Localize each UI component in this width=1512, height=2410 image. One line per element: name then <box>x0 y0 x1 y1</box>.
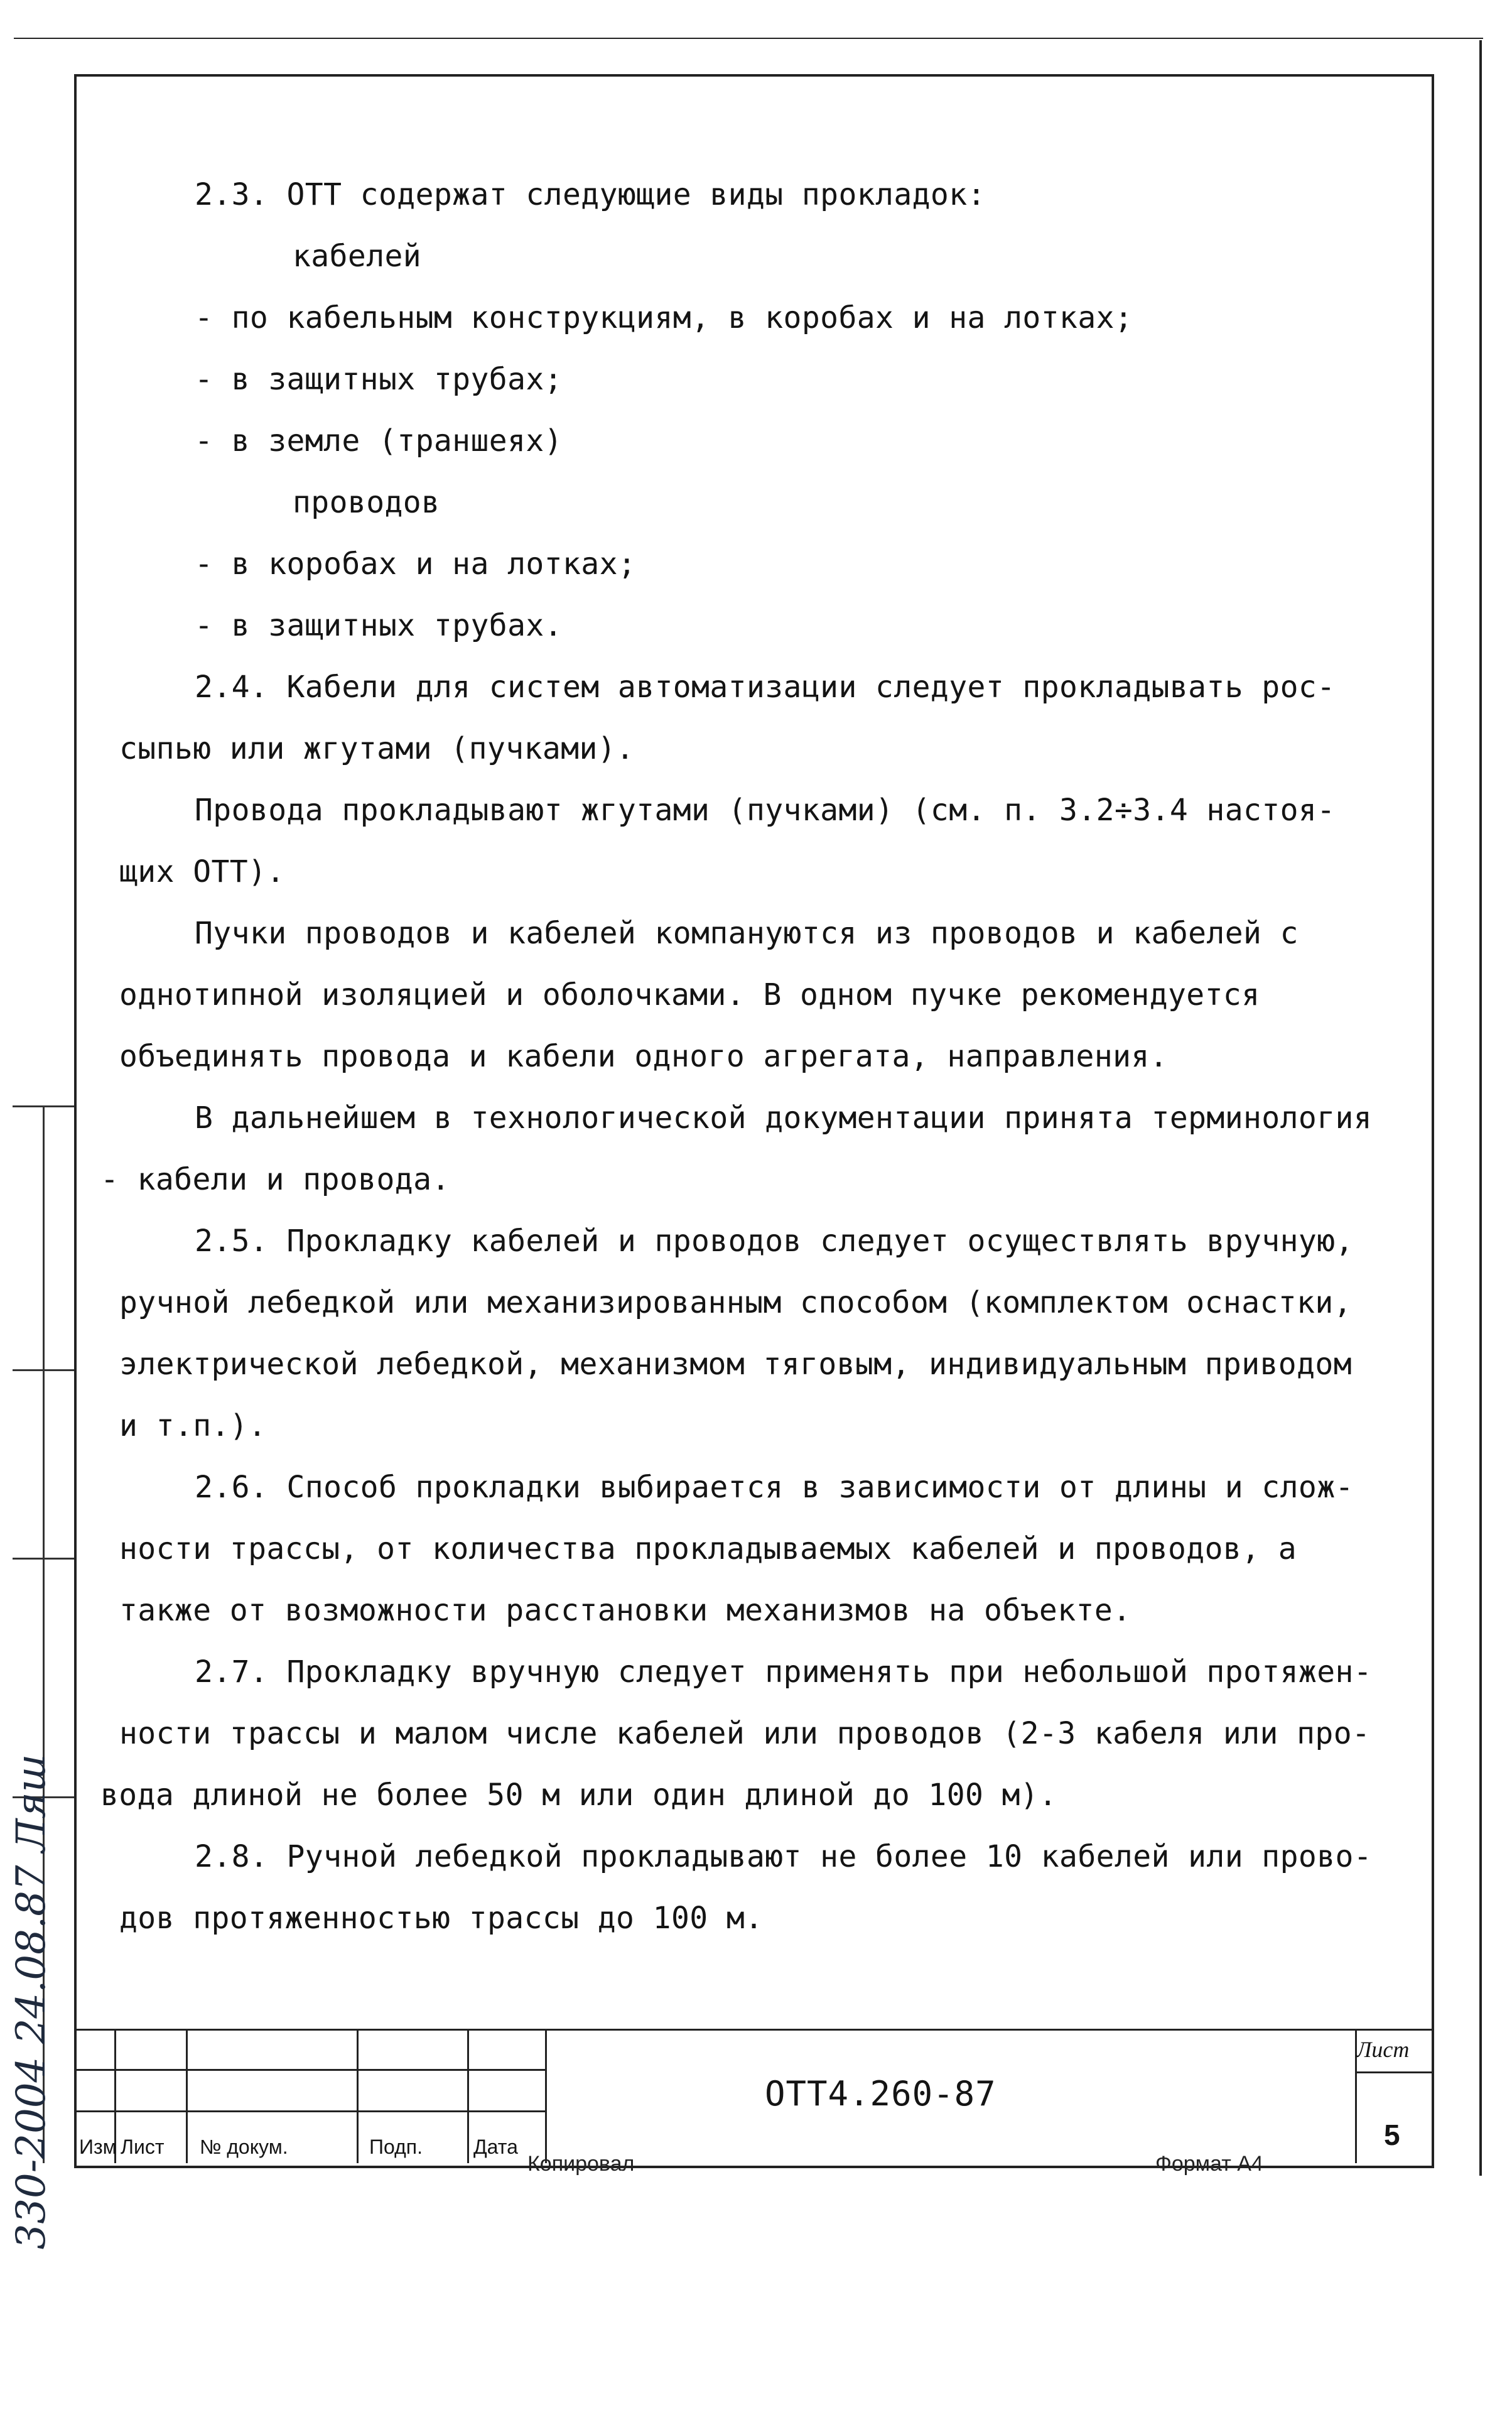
text-line: 2.3. ОТТ содержат следующие виды прокладок: <box>195 177 986 212</box>
text-line: - в защитных трубах; <box>195 362 563 397</box>
title-block-rule <box>1355 2071 1432 2073</box>
text-line: проводов <box>293 485 440 520</box>
title-block-divider <box>186 2029 188 2163</box>
title-block-divider <box>545 2029 547 2163</box>
text-line: 2.6. Способ прокладки выбирается в зависимости от длины и слож- <box>195 1470 1354 1505</box>
text-line: дов протяженностью трассы до 100 м. <box>119 1901 764 1936</box>
text-line: также от возможности расстановки механизмов на объекте. <box>119 1593 1131 1628</box>
column-label: Дата <box>473 2136 518 2158</box>
text-line: 2.5. Прокладку кабелей и проводов следует осуществлять вручную, <box>195 1224 1354 1259</box>
text-line: щих ОТТ). <box>119 854 285 889</box>
copied-note: Копировал <box>527 2152 635 2176</box>
text-line: ности трассы и малом числе кабелей или проводов (2-3 кабеля или про- <box>119 1716 1371 1751</box>
title-block-rule <box>74 2110 545 2112</box>
side-signature: 330-2004 24.08.87 Ляш <box>8 1754 55 2250</box>
text-line: электрической лебедкой, механизмом тяговым, индивидуальным приводом <box>119 1347 1352 1382</box>
text-line: вода длиной не более 50 м или один длиной до 100 м). <box>100 1778 1057 1813</box>
title-block-divider <box>357 2029 359 2163</box>
text-line: 2.7. Прокладку вручную следует применять при небольшой протяжен- <box>195 1654 1373 1690</box>
title-block-divider <box>467 2029 469 2163</box>
text-line: ручной лебедкой или механизированным способом (комплектом оснастки, <box>119 1285 1352 1320</box>
outer-right-rule <box>1479 40 1482 2176</box>
sheet-number: 5 <box>1384 2119 1400 2151</box>
title-block-rule <box>74 2029 1432 2031</box>
column-label: Лист <box>121 2136 165 2158</box>
outer-top-rule <box>14 38 1483 39</box>
text-line: - в коробах и на лотках; <box>195 546 637 582</box>
text-line: 2.4. Кабели для систем автоматизации следует прокладывать рос- <box>195 670 1336 705</box>
text-line: Провода прокладывают жгутами (пучками) (см. п. 3.2÷3.4 настоя- <box>195 793 1336 828</box>
text-line: ности трассы, от количества прокладываемых кабелей и проводов, а <box>119 1531 1297 1566</box>
title-block <box>74 2029 1432 2163</box>
column-label: Изм <box>79 2136 117 2158</box>
document-code: ОТТ4.260-87 <box>765 2074 996 2114</box>
text-line: - в защитных трубах. <box>195 608 563 643</box>
format-note: Формат А4 <box>1155 2152 1263 2176</box>
text-line: объединять провода и кабели одного агрегата, направления. <box>119 1039 1169 1074</box>
sheet-label: Лист <box>1356 2037 1410 2062</box>
column-label: Подп. <box>369 2136 423 2158</box>
column-label: № докум. <box>200 2136 288 2158</box>
text-line: - кабели и провода. <box>100 1162 450 1197</box>
text-line: сыпью или жгутами (пучками). <box>119 731 635 766</box>
text-line: кабелей <box>293 239 422 274</box>
text-line: В дальнейшем в технологической документации принята терминология <box>195 1100 1373 1136</box>
text-line: - в земле (траншеях) <box>195 423 563 459</box>
title-block-rule <box>74 2069 545 2071</box>
text-line: и т.п.). <box>119 1408 267 1443</box>
text-line: 2.8. Ручной лебедкой прокладывают не более 10 кабелей или прово- <box>195 1839 1373 1874</box>
text-line: Пучки проводов и кабелей компануются из проводов и кабелей с <box>195 916 1299 951</box>
text-line: однотипной изоляцией и оболочками. В одном пучке рекомендуется <box>119 977 1260 1012</box>
text-line: - по кабельным конструкциям, в коробах и на лотках; <box>195 300 1133 335</box>
